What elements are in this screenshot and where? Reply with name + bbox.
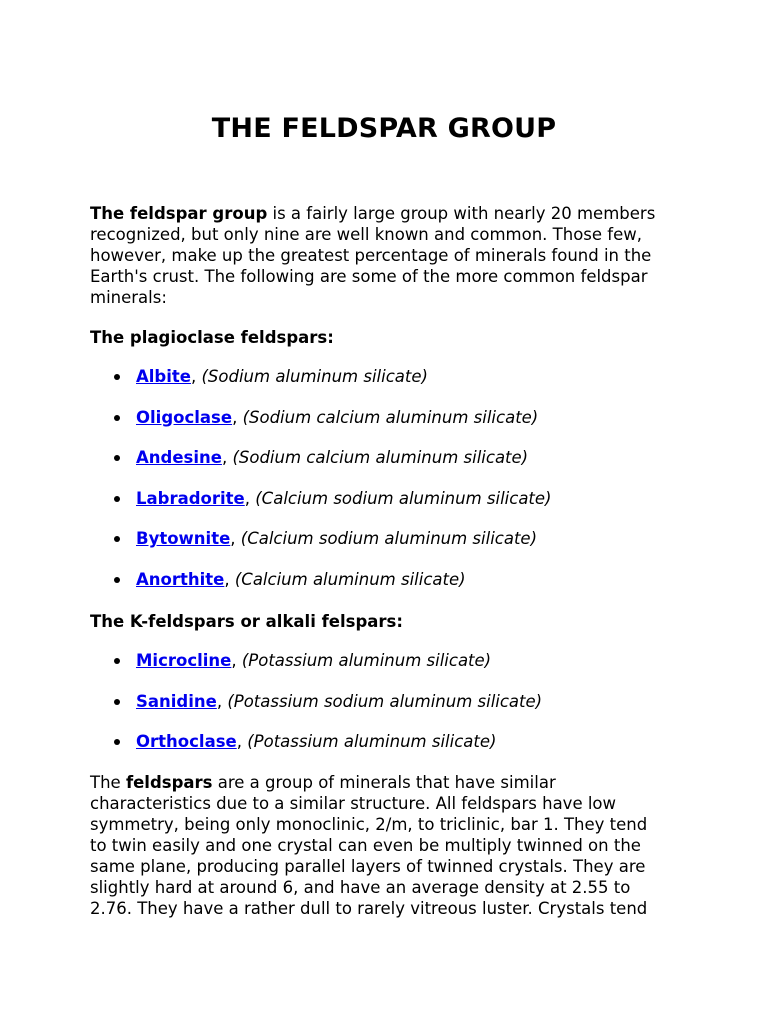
plagioclase-heading: The plagioclase feldspars:: [90, 328, 334, 347]
mineral-link-albite[interactable]: Albite: [136, 367, 191, 386]
separator: ,: [236, 732, 248, 752]
mineral-formula: (Calcium sodium aluminum silicate): [240, 529, 538, 549]
list-item: [90, 447, 552, 488]
page-title: THE FELDSPAR GROUP: [211, 113, 557, 144]
separator: ,: [221, 448, 233, 468]
mineral-formula: (Potassium sodium aluminum silicate): [227, 691, 543, 711]
mineral-formula: (Potassium aluminum silicate): [247, 732, 497, 752]
mineral-link-orthoclase[interactable]: Orthoclase: [136, 732, 237, 752]
bullet-icon: [114, 496, 120, 502]
intro-text: is a fairly large group with nearly 20 members recognized, but only nine are well known and common. Those few, however, make up the greatest percentage of minerals found in the Earth's crust. The following are some of the more common feldspar minerals:: [90, 204, 656, 307]
separator: ,: [216, 691, 228, 711]
list-item: [90, 650, 542, 691]
body-bold: feldspars: [125, 773, 213, 792]
bullet-icon: [114, 658, 120, 664]
bullet-icon: [114, 415, 120, 421]
bullet-icon: [114, 739, 120, 745]
intro-paragraph: [90, 203, 680, 308]
plagioclase-list: [90, 366, 552, 610]
mineral-link-andesine[interactable]: Andesine: [136, 448, 222, 468]
bullet-icon: [114, 577, 120, 583]
separator: ,: [190, 367, 202, 386]
separator: ,: [232, 407, 243, 427]
separator: ,: [244, 488, 256, 508]
mineral-formula: (Potassium aluminum silicate): [241, 651, 492, 670]
mineral-link-microcline[interactable]: Microcline: [136, 651, 232, 670]
bullet-icon: [114, 374, 120, 380]
separator: ,: [231, 651, 242, 670]
kfeldspar-list: [90, 650, 542, 772]
list-item: [90, 569, 552, 610]
mineral-link-oligoclase[interactable]: Oligoclase: [136, 407, 233, 427]
mineral-link-anorthite[interactable]: Anorthite: [136, 569, 225, 589]
bullet-icon: [114, 455, 120, 461]
list-item: [90, 488, 552, 529]
bullet-icon: [114, 699, 120, 705]
kfeldspar-heading: The K-feldspars or alkali felspars:: [90, 612, 403, 631]
mineral-link-bytownite[interactable]: Bytownite: [136, 529, 231, 549]
list-item: [90, 366, 552, 407]
mineral-formula: (Sodium calcium aluminum silicate): [232, 448, 529, 468]
intro-bold: The feldspar group: [90, 204, 268, 223]
body-paragraph: [90, 772, 668, 919]
mineral-link-sanidine[interactable]: Sanidine: [136, 691, 217, 711]
body-text: are a group of minerals that have similar characteristics due to a similar structure. All feldspars have low symmetry, being only monoclinic, 2/m, to triclinic, bar 1. They tend to twin easily and one crystal can even be multiply twinned on the same plane, producing parallel layers of twinned crystals. They are slightly hard at around 6, and have an average density at 2.55 to 2.76. They have a rather dull to rarely vitreous luster. Crystals tend: [90, 773, 648, 918]
mineral-formula: (Sodium aluminum silicate): [201, 367, 428, 386]
list-item: [90, 691, 542, 732]
separator: ,: [230, 529, 241, 549]
list-item: [90, 731, 542, 772]
mineral-formula: (Calcium aluminum silicate): [234, 569, 466, 589]
list-item: [90, 528, 552, 569]
body-lead: The: [90, 773, 126, 792]
list-item: [90, 407, 552, 448]
separator: ,: [224, 569, 235, 589]
bullet-icon: [114, 536, 120, 542]
mineral-formula: (Calcium sodium aluminum silicate): [255, 488, 552, 508]
mineral-formula: (Sodium calcium aluminum silicate): [242, 407, 539, 427]
mineral-link-labradorite[interactable]: Labradorite: [136, 488, 245, 508]
